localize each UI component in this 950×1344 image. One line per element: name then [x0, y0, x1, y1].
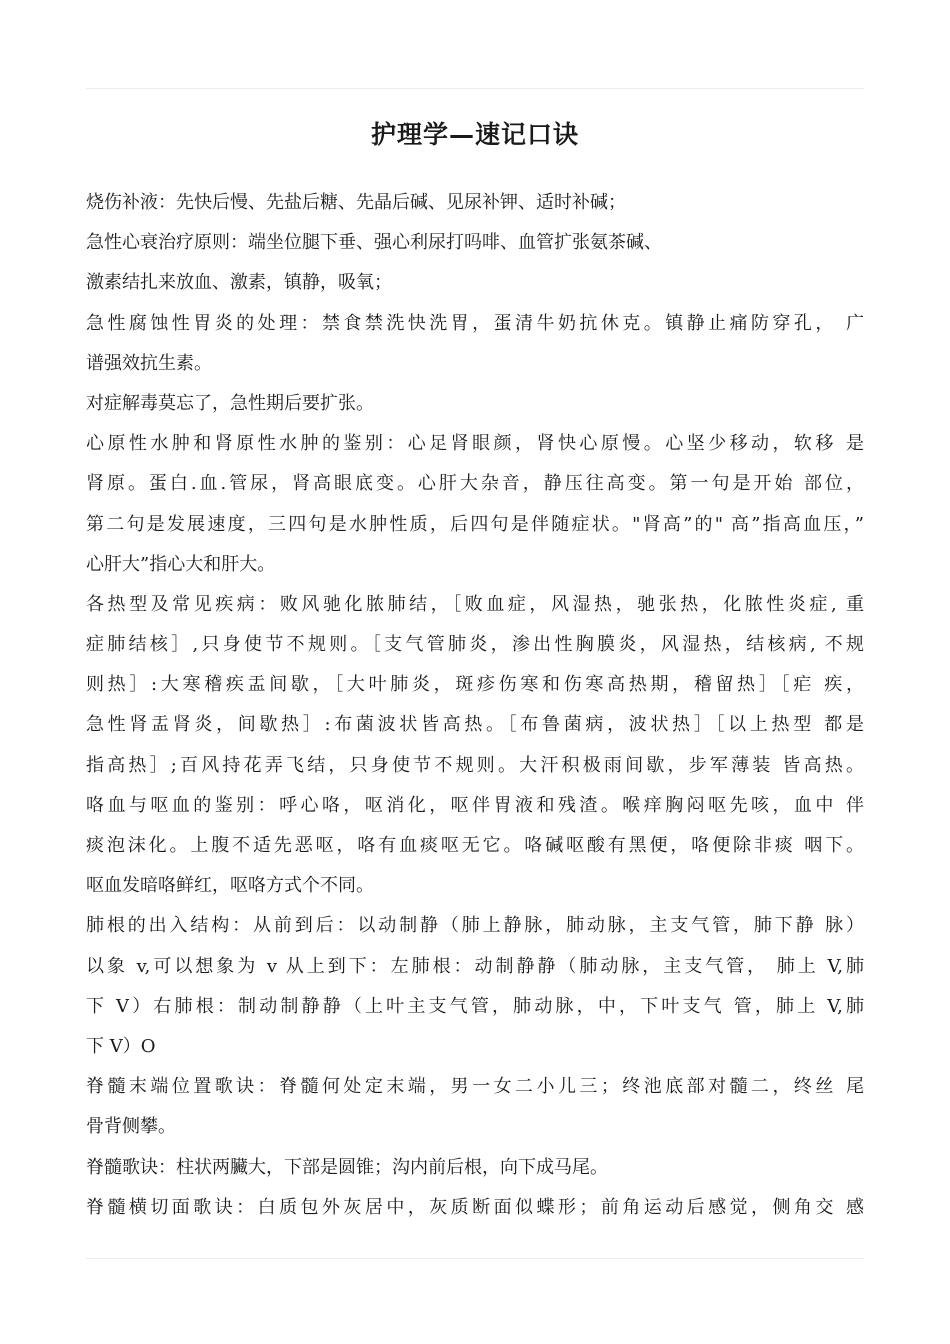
page-bottom-rule: [86, 1258, 864, 1259]
text-line: 谱强效抗生素。: [86, 352, 212, 374]
text-line: 急性心衰治疗原则：端坐位腿下垂、强心利尿打吗啡、血管扩张氨茶碱、: [86, 232, 662, 254]
text-line: 烧伤补液：先快后慢、先盐后糖、先晶后碱、见尿补钾、适时补碱；: [86, 192, 626, 213]
text-line: 肾原。蛋白.血.管尿，肾高眼底变。心肝大杂音，静压往高变。第一句是开始 部位，: [86, 473, 864, 495]
text-line: 急性腐蚀性胃炎的处理：禁食禁洗快洗胃，蛋清牛奶抗休克。镇静止痛防穿孔， 广: [86, 312, 864, 334]
text-line: 指高热］;百风持花弄飞结，只身使节不规则。大汗积极雨间歇，步军薄装 皆高热。: [86, 754, 864, 776]
page-title: 护理学—速记口诀: [370, 120, 579, 149]
text-line: 急性肾盂肾炎，间歇热］:布菌波状皆高热。［布鲁菌病，波状热］［以上热型 都是: [86, 714, 864, 736]
text-line: 则热］:大寒稽疾盂间歇，［大叶肺炎，斑疹伤寒和伤寒高热期，稽留热］［疟 疾，: [86, 674, 864, 696]
text-line: 下 V）O: [86, 1035, 156, 1057]
page-top-rule: [86, 88, 864, 89]
text-line: 咯血与呕血的鉴别：呼心咯，呕消化，呕伴胃液和残渣。喉痒胸闷呕先咳，血中 伴: [86, 794, 864, 816]
text-line: 以象 v,可以想象为 v 从上到下：左肺根：动制静静（肺动脉，主支气管， 肺上 V,肺: [86, 955, 864, 977]
text-line: 痰泡沫化。上腹不适先恶呕，咯有血痰呕无它。咯碱呕酸有黑便，咯便除非痰 咽下。: [86, 835, 864, 856]
text-line: 心肝大”指心大和肝大。: [86, 553, 276, 575]
text-line: 骨背侧攀。: [86, 1116, 176, 1138]
text-line: 脊髓横切面歌诀：白质包外灰居中，灰质断面似蝶形；前角运动后感觉，侧角交 感: [86, 1196, 864, 1218]
text-line: 心原性水肿和肾原性水肿的鉴别：心足肾眼颜，肾快心原慢。心坚少移动，软移 是: [86, 433, 864, 455]
text-line: 呕血发暗咯鲜红，呕咯方式个不同。: [86, 875, 374, 897]
text-line: 脊髓末端位置歌诀：脊髓何处定末端，男一女二小儿三；终池底部对髓二，终丝 尾: [86, 1076, 864, 1098]
text-line: 激素结扎来放血、激素，镇静，吸氧；: [86, 272, 392, 294]
text-line: 第二句是发展速度，三四句是水肿性质，后四句是伴随症状。"肾高”的" 高”指高血压，”: [86, 513, 864, 535]
text-line: 症肺结核］,只身使节不规则。［支气管肺炎，渗出性胸膜炎，风湿热，结核病, 不规: [86, 634, 864, 656]
text-line: 脊髓歌诀：柱状两臟大，下部是圆锥；沟内前后根，向下成马尾。: [86, 1156, 608, 1178]
text-line: 各热型及常见疾病：败风驰化脓肺结，［败血症，风湿热，驰张热，化脓性炎症, 重: [86, 593, 864, 615]
text-line: 肺根的出入结构：从前到后：以动制静（肺上静脉，肺动脉，主支气管，肺下静 脉）: [86, 915, 864, 937]
document-body: [86, 183, 864, 1228]
text-line: 下 V）右肺根：制动制静静（上叶主支气管，肺动脉，中，下叶支气 管，肺上 V,肺: [86, 995, 864, 1017]
text-line: 对症解毒莫忘了，急性期后要扩张。: [86, 392, 374, 414]
